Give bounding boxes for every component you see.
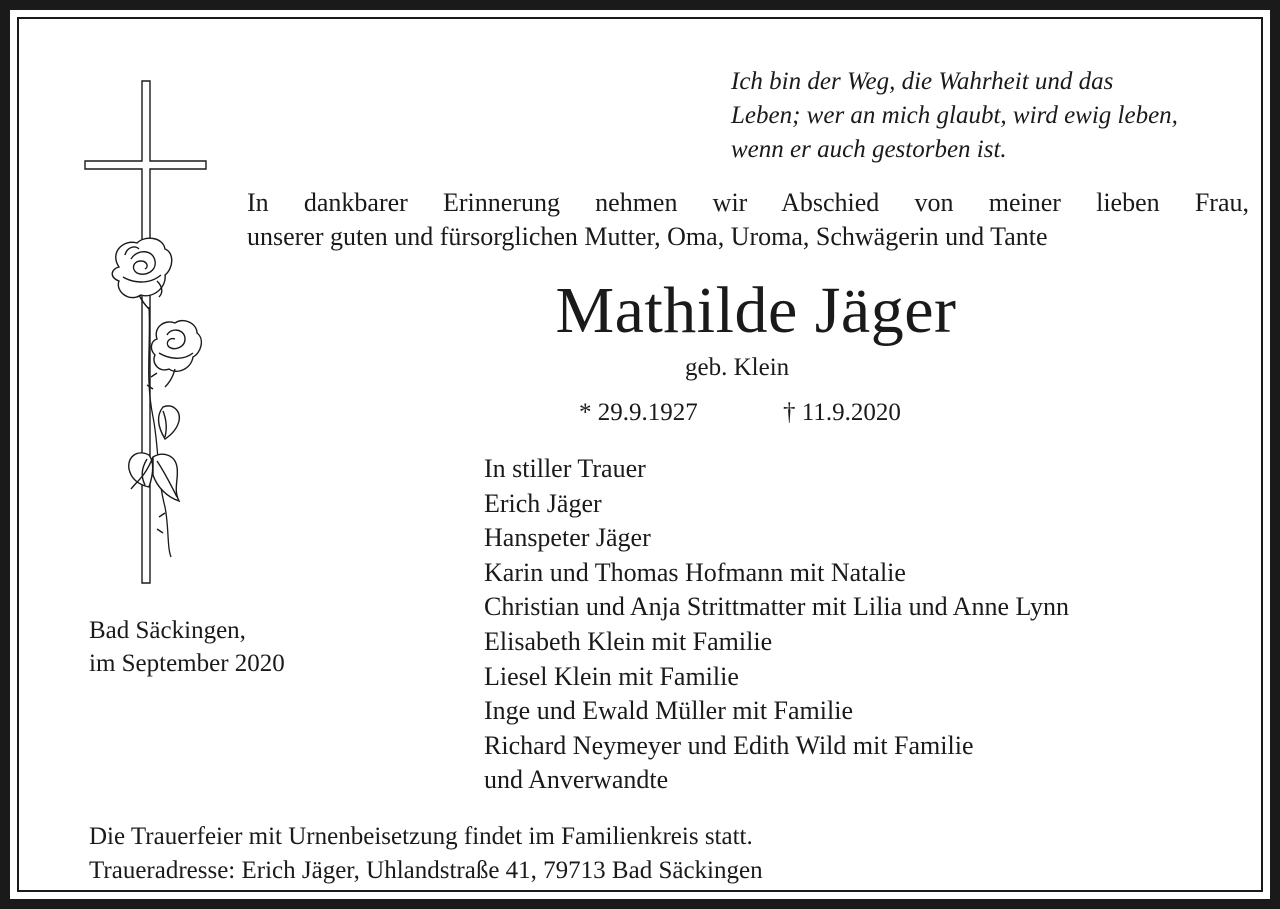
funeral-info <box>89 820 763 888</box>
mourner-line: Erich Jäger <box>484 488 602 518</box>
mourner-line: Inge und Ewald Müller mit Familie <box>484 696 853 726</box>
mourner-line: Christian und Anja Strittmatter mit Lilia und Anne Lynn <box>484 592 1069 622</box>
bible-verse <box>731 65 1178 167</box>
mourner-line: Liesel Klein mit Familie <box>484 661 739 691</box>
bible-verse-line: Ich bin der Weg, die Wahrheit und das <box>731 68 1114 95</box>
mourner-line: Hanspeter Jäger <box>484 523 651 553</box>
place-and-date <box>89 614 285 680</box>
obituary-notice <box>17 17 1263 892</box>
death-date: † 11.9.2020 <box>783 399 901 426</box>
mourner-line: In stiller Trauer <box>484 454 646 483</box>
deceased-name-row <box>19 271 1265 351</box>
birth-date: * 29.9.1927 <box>579 399 698 426</box>
place-line: Bad Säckingen, <box>89 617 246 644</box>
intro-text <box>247 186 1249 254</box>
intro-line: unserer guten und fürsorglichen Mutter, Oma, Uroma, Schwägerin und Tante <box>247 222 1048 251</box>
mourning-address: Traueradresse: Erich Jäger, Uhlandstraße 41, 79713 Bad Säckingen <box>89 857 763 884</box>
mourners-list <box>484 452 1069 798</box>
date-line: im September 2020 <box>89 650 285 677</box>
mourner-line: Richard Neymeyer und Edith Wild mit Familie <box>484 730 974 760</box>
mourner-line: Elisabeth Klein mit Familie <box>484 626 773 656</box>
bible-verse-line: Leben; wer an mich glaubt, wird ewig leben, <box>731 102 1178 129</box>
mourner-line: und Anverwandte <box>484 765 669 795</box>
deceased-name: Mathilde Jäger <box>555 274 957 347</box>
intro-line: In dankbarer Erinnerung nehmen wir Abschied von meiner lieben Frau, <box>247 188 1249 217</box>
funeral-info-line: Die Trauerfeier mit Urnenbeisetzung findet im Familienkreis statt. <box>89 823 753 850</box>
birth-name: geb. Klein <box>685 354 790 381</box>
mourner-line: Karin und Thomas Hofmann mit Natalie <box>484 557 906 587</box>
bible-verse-line: wenn er auch gestorben ist. <box>731 136 1007 163</box>
